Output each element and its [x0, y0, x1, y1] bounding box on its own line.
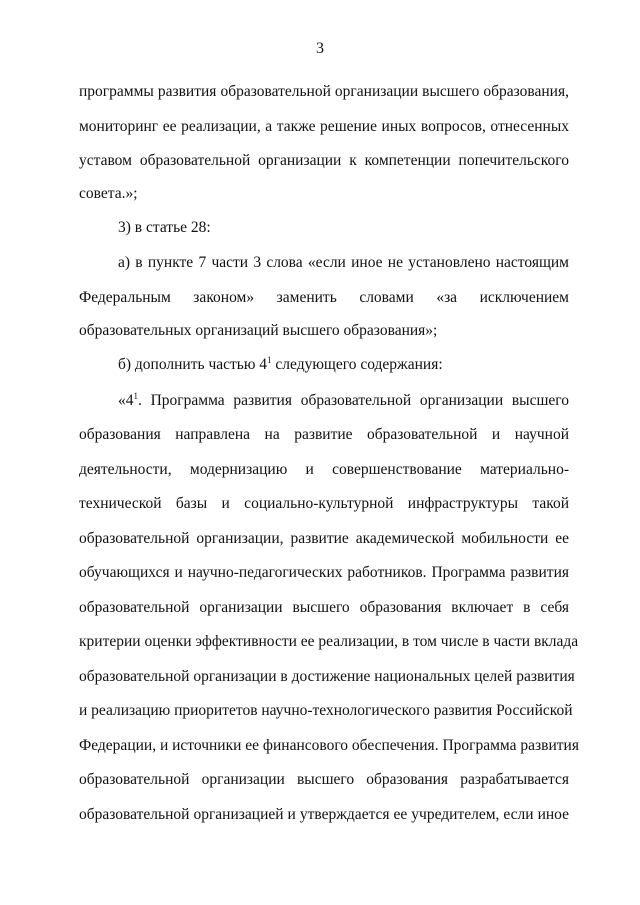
- text-line: Федерации, и источники ее финансового обеспечения. Программа развития: [79, 737, 579, 754]
- text-line: [118, 355, 569, 375]
- text-line: 3) в статье 28:: [118, 219, 211, 236]
- superscript: 1: [267, 355, 272, 365]
- text-line: обучающихся и научно-педагогических работников. Программа развития: [79, 564, 569, 581]
- text-line: и реализацию приоритетов научно-технологического развития Российской: [79, 702, 573, 719]
- text-line: мониторинг ее реализации, а также решение иных вопросов, отнесенных: [79, 118, 569, 135]
- text-fragment: следующего содержания:: [271, 356, 443, 373]
- text-line: образовательной организации, развитие академической мобильности ее: [79, 530, 569, 547]
- text-fragment: . Программа развития образовательной организации высшего: [138, 392, 569, 409]
- text-line: образования направлена на развитие образовательной и научной: [79, 426, 569, 443]
- text-line: образовательной организации высшего образования разрабатывается: [79, 771, 569, 788]
- text-line: а) в пункте 7 части 3 слова «если иное не установлено настоящим: [118, 254, 569, 271]
- text-fragment: «4: [118, 392, 134, 409]
- text-line: образовательных организаций высшего образования»;: [79, 322, 438, 339]
- text-line: совета.»;: [79, 185, 138, 202]
- text-fragment: б) дополнить частью 4: [118, 356, 268, 373]
- text-line: образовательной организации высшего образования включает в себя: [79, 599, 569, 616]
- superscript: 1: [133, 391, 138, 401]
- text-line: [118, 391, 569, 411]
- text-line: Федеральным законом» заменить словами «за исключением: [79, 289, 569, 306]
- text-line: деятельности, модернизацию и совершенствование материально-: [79, 461, 569, 478]
- text-line: образовательной организацией и утверждается ее учредителем, если иное: [79, 806, 569, 823]
- text-line: технической базы и социально-культурной инфраструктуры такой: [79, 495, 569, 512]
- text-line: критерии оценки эффективности ее реализации, в том числе в части вклада: [79, 633, 579, 650]
- page-number: 3: [316, 40, 324, 57]
- text-line: уставом образовательной организации к компетенции попечительского: [79, 152, 569, 169]
- text-line: образовательной организации в достижение национальных целей развития: [79, 668, 575, 685]
- text-line: программы развития образовательной организации высшего образования,: [79, 83, 569, 100]
